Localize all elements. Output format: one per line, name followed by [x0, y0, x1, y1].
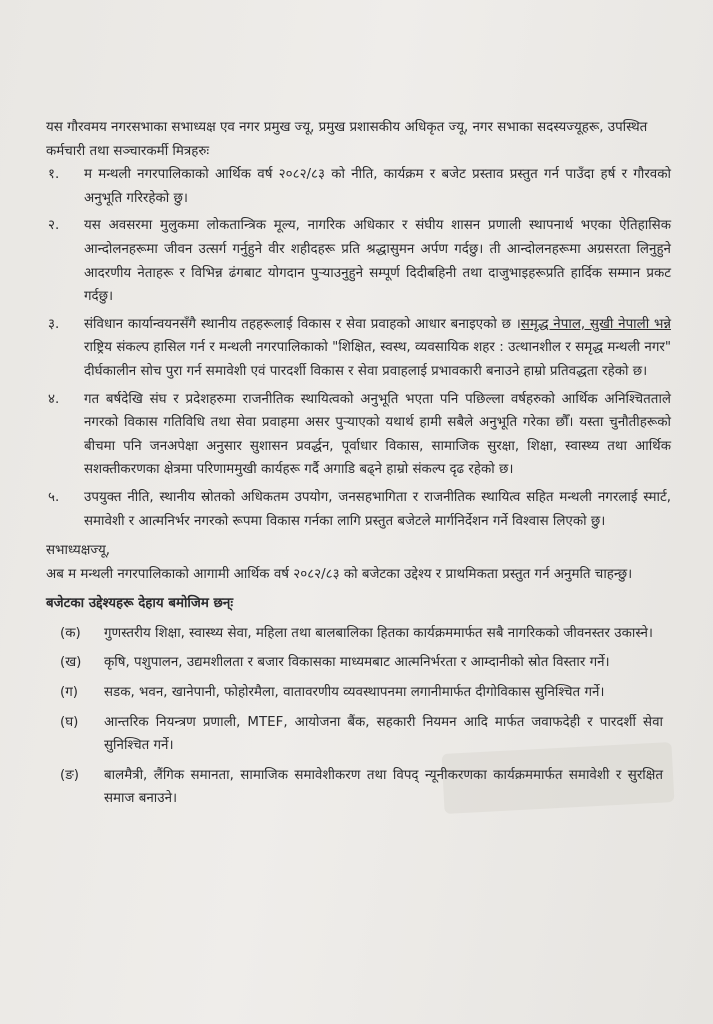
item-number: २.	[48, 218, 60, 234]
objective-text: गुणस्तरीय शिक्षा, स्वास्थ्य सेवा, महिला तथा बालबालिका हितका कार्यक्रममार्फत सबै नागरिकको जीवनस्तर उकास्ने।	[104, 625, 654, 641]
objective-text: आन्तरिक नियन्त्रण प्रणाली, MTEF, आयोजना बैंक, सहकारी नियमन आदि मार्फत जवाफदेही र पारदर्शी सेवा सुनिश्चित गर्ने।	[104, 714, 663, 754]
item-text: उपयुक्त नीति, स्थानीय स्रोतको अधिकतम उपयोग, जनसहभागिता र राजनीतिक स्थायित्व सहित मन्थली नगरलाई स्मार्ट, समावेशी र आत्मनिर्भर नगरको रूपमा विकास गर्नका लागि प्रस्तुत बजेटले मार्गनिर्देशन गर्ने विश्वास लिएको छु।	[84, 489, 671, 529]
item-text-post: राष्ट्रिय संकल्प हासिल गर्न र मन्थली नगरपालिकाको "शिक्षित, स्वस्थ, व्यवसायिक शहर : उत्थानशील र समृद्ध मन्थली नगर" दीर्घकालीन सोच पुरा गर्न समावेशी एवं पारदर्शी विकास र सेवा प्रवाहलाई प्रभावकारी बनाउने हाम्रो प्रतिवद्धता रहेको छ।	[84, 340, 671, 379]
objective-item	[46, 681, 671, 705]
objective-item	[46, 711, 671, 758]
item-text: म मन्थली नगरपालिकाको आर्थिक वर्ष २०८२/८३ को नीति, कार्यक्रम र बजेट प्रस्ताव प्रस्तुत गर्न पाउँदा हर्ष र गौरवको अनुभूति गरिरहेको छु।	[84, 167, 671, 206]
intro-paragraph: यस गौरवमय नगरसभाका सभाध्यक्ष एव नगर प्रमुख ज्यू, प्रमुख प्रशासकीय अधिकृत ज्यू, नगर सभाका सदस्यज्यूहरू, उपस्थित कर्मचारी तथा सञ्चारकर्मी मित्रहरुः	[46, 120, 648, 159]
item-number: ५.	[48, 489, 60, 505]
objective-item	[46, 622, 671, 646]
objective-text: कृषि, पशुपालन, उद्यमशीलता र बजार विकासका माध्यमबाट आत्मनिर्भरता र आम्दानीको स्रोत विस्तार गर्ने।	[104, 655, 610, 671]
underlined-phrase: समृद्ध नेपाल, सुखी नेपाली भन्ने	[520, 316, 671, 332]
document-body	[46, 116, 671, 811]
objective-item	[46, 764, 671, 811]
list-item	[46, 388, 671, 482]
objective-text: बालमैत्री, लैंगिक समानता, सामाजिक समावेशीकरण तथा विपद् न्यूनीकरणका कार्यक्रममार्फत समावेशी र सुरक्षित समाज बनाउने।	[104, 767, 663, 807]
objective-number: (क)	[60, 625, 81, 641]
item-number: ३.	[48, 316, 60, 332]
list-item	[46, 214, 671, 308]
list-item	[46, 486, 671, 533]
item-number: ४.	[48, 391, 60, 407]
objective-item	[46, 651, 671, 675]
closing-paragraph: सभाध्यक्षज्यू, अब म मन्थली नगरपालिकाको आगामी आर्थिक वर्ष २०८२/८३ को बजेटका उद्देश्य र प्राथमिकता प्रस्तुत गर्न अनुमति चाहन्छु।	[46, 543, 633, 582]
objective-number: (ङ)	[60, 767, 79, 783]
objective-number: (घ)	[60, 714, 79, 730]
list-item	[46, 163, 671, 210]
item-text	[84, 313, 671, 384]
list-item	[46, 313, 671, 384]
objective-text: सडक, भवन, खानेपानी, फोहोरमैला, वातावरणीय व्यवस्थापनमा लगानीमार्फत दीगोविकास सुनिश्चित गर्ने।	[104, 685, 605, 701]
objective-number: (ग)	[60, 685, 78, 701]
objectives-heading: बजेटका उद्देश्यहरू देहाय बमोजिम छन्ः	[46, 596, 234, 612]
item-text: यस अवसरमा मुलुकमा लोकतान्त्रिक मूल्य, नागरिक अधिकार र संघीय शासन प्रणाली स्थापनार्थ भएका ऐतिहासिक आन्दोलनहरूमा जीवन उत्सर्ग गर्नुहुने वीर शहीदहरू प्रति श्रद्धासुमन अर्पण गर्दछु। ती आन्दोलनहरूमा अग्रसरता लिनुहुने आदरणीय नेताहरू र विभिन्न ढंगबाट योगदान पुऱ्याउनुहुने सम्पूर्ण दिदीबहिनी तथा दाजुभाइहरूप्रति हार्दिक सम्मान प्रकट गर्दछु।	[84, 218, 671, 305]
item-text: गत बर्षदेखि संघ र प्रदेशहरुमा राजनीतिक स्थायित्वको अनुभूति भएता पनि पछिल्ला वर्षहरुको आर्थिक अनिश्चितताले नगरको विकास गतिविधि तथा सेवा प्रवाहमा असर पुऱ्याएको यथार्थ हामी सबैले अनुभूति गरेका छौँ। यस्ता चुनौतीहरूको बीचमा पनि जनअपेक्षा अनुसार सुशासन प्रवर्द्धन, पूर्वाधार विकास, सामाजिक सुरक्षा, शिक्षा, स्वास्थ्य तथा आर्थिक सशक्तीकरणका क्षेत्रमा परिणाममुखी कार्यहरू गर्दै अगाडि बढ्ने हाम्रो संकल्प दृढ रहेको छ।	[84, 391, 671, 478]
item-number: १.	[48, 167, 60, 183]
objective-number: (ख)	[60, 655, 82, 671]
item-text-pre: संविधान कार्यान्वयनसँगै स्थानीय तहहरूलाई विकास र सेवा प्रवाहको आधार बनाइएको छ ।	[84, 316, 521, 332]
